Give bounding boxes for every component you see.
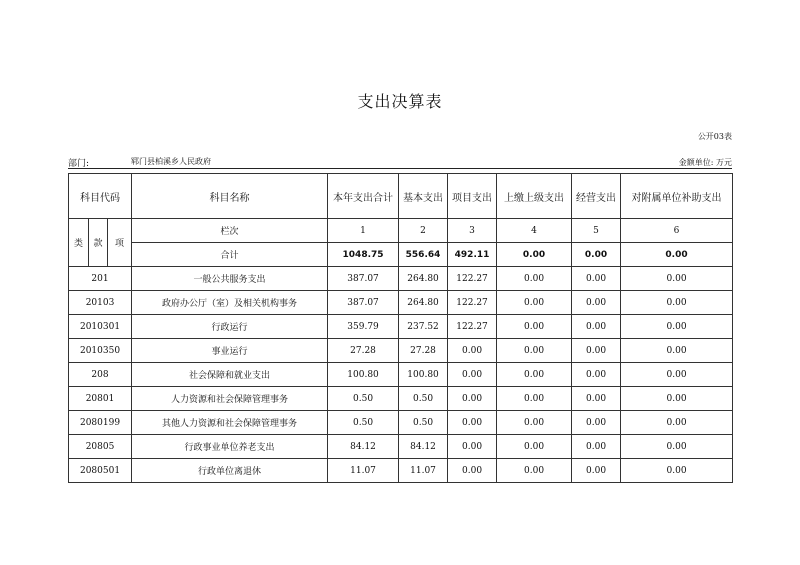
row-value: 0.00 <box>448 363 497 387</box>
row-value: 359.79 <box>328 315 399 339</box>
total-value: 0.00 <box>572 243 621 267</box>
row-value: 122.27 <box>448 267 497 291</box>
row-name: 社会保障和就业支出 <box>132 363 328 387</box>
row-code: 208 <box>69 363 132 387</box>
row-value: 0.00 <box>572 363 621 387</box>
row-value: 84.12 <box>399 435 448 459</box>
row-value: 0.00 <box>497 291 572 315</box>
row-code: 20103 <box>69 291 132 315</box>
total-label: 合计 <box>132 243 328 267</box>
row-value: 0.00 <box>572 315 621 339</box>
row-name: 行政事业单位养老支出 <box>132 435 328 459</box>
row-name: 人力资源和社会保障管理事务 <box>132 387 328 411</box>
table-row <box>69 387 733 411</box>
total-value: 0.00 <box>497 243 572 267</box>
row-value: 0.00 <box>621 291 733 315</box>
row-value: 0.00 <box>448 459 497 483</box>
row-code: 2080199 <box>69 411 132 435</box>
row-value: 0.50 <box>328 387 399 411</box>
row-value: 0.00 <box>621 387 733 411</box>
row-value: 0.00 <box>572 435 621 459</box>
header-row <box>69 174 733 219</box>
row-value: 122.27 <box>448 315 497 339</box>
row-value: 0.00 <box>621 339 733 363</box>
table-row <box>69 267 733 291</box>
row-value: 0.50 <box>399 387 448 411</box>
row-value: 0.00 <box>621 363 733 387</box>
row-code: 20805 <box>69 435 132 459</box>
lanci-col: 1 <box>328 219 399 243</box>
header-subsidy: 对附属单位补助支出 <box>621 174 733 219</box>
header-code: 科目代码 <box>69 174 132 219</box>
lanci-col: 6 <box>621 219 733 243</box>
lanci-col: 4 <box>497 219 572 243</box>
row-value: 0.00 <box>497 459 572 483</box>
row-value: 0.00 <box>448 339 497 363</box>
header-project: 项目支出 <box>448 174 497 219</box>
amount-unit: 金额单位: 万元 <box>678 158 732 167</box>
row-name: 其他人力资源和社会保障管理事务 <box>132 411 328 435</box>
row-value: 0.00 <box>572 387 621 411</box>
lanci-col: 3 <box>448 219 497 243</box>
row-name: 一般公共服务支出 <box>132 267 328 291</box>
row-value: 387.07 <box>328 291 399 315</box>
form-number: 公开03表 <box>697 132 732 141</box>
row-name: 行政单位离退休 <box>132 459 328 483</box>
table-row <box>69 339 733 363</box>
row-value: 264.80 <box>399 291 448 315</box>
row-code: 2080501 <box>69 459 132 483</box>
row-value: 0.50 <box>328 411 399 435</box>
row-value: 0.00 <box>621 411 733 435</box>
row-code: 2010350 <box>69 339 132 363</box>
header-operating: 经营支出 <box>572 174 621 219</box>
row-value: 0.00 <box>497 387 572 411</box>
row-value: 264.80 <box>399 267 448 291</box>
row-value: 0.00 <box>497 435 572 459</box>
total-row <box>69 243 733 267</box>
table-row <box>69 411 733 435</box>
row-value: 237.52 <box>399 315 448 339</box>
row-code: 201 <box>69 267 132 291</box>
row-value: 0.00 <box>572 339 621 363</box>
table-row <box>69 363 733 387</box>
total-value: 1048.75 <box>328 243 399 267</box>
total-value: 556.64 <box>399 243 448 267</box>
row-value: 11.07 <box>399 459 448 483</box>
row-value: 11.07 <box>328 459 399 483</box>
row-value: 0.00 <box>572 291 621 315</box>
table-row <box>69 435 733 459</box>
row-value: 27.28 <box>399 339 448 363</box>
expenditure-table <box>68 173 733 483</box>
row-name: 事业运行 <box>132 339 328 363</box>
header-lei: 类 <box>69 219 89 267</box>
row-value: 100.80 <box>399 363 448 387</box>
lanci-row <box>69 219 733 243</box>
row-value: 0.00 <box>497 411 572 435</box>
row-name: 行政运行 <box>132 315 328 339</box>
header-rule <box>68 168 732 169</box>
header-upper: 上缴上级支出 <box>497 174 572 219</box>
row-value: 100.80 <box>328 363 399 387</box>
lanci-col: 2 <box>399 219 448 243</box>
table-body <box>69 174 733 483</box>
lanci-label: 栏次 <box>132 219 328 243</box>
row-code: 2010301 <box>69 315 132 339</box>
total-value: 0.00 <box>621 243 733 267</box>
row-value: 0.00 <box>572 411 621 435</box>
row-value: 122.27 <box>448 291 497 315</box>
row-value: 0.00 <box>621 315 733 339</box>
row-value: 0.00 <box>448 435 497 459</box>
row-value: 0.00 <box>497 267 572 291</box>
row-value: 387.07 <box>328 267 399 291</box>
page-title: 支出决算表 <box>357 92 443 111</box>
row-value: 0.50 <box>399 411 448 435</box>
table-row <box>69 459 733 483</box>
row-value: 27.28 <box>328 339 399 363</box>
row-value: 0.00 <box>448 411 497 435</box>
row-value: 0.00 <box>497 339 572 363</box>
row-value: 0.00 <box>621 459 733 483</box>
row-value: 0.00 <box>448 387 497 411</box>
header-basic: 基本支出 <box>399 174 448 219</box>
row-value: 0.00 <box>497 315 572 339</box>
row-value: 84.12 <box>328 435 399 459</box>
row-value: 0.00 <box>497 363 572 387</box>
header-total: 本年支出合计 <box>328 174 399 219</box>
row-name: 政府办公厅（室）及相关机构事务 <box>132 291 328 315</box>
row-value: 0.00 <box>621 267 733 291</box>
header-kuan: 款 <box>89 219 108 267</box>
row-value: 0.00 <box>572 267 621 291</box>
header-xiang: 项 <box>108 219 132 267</box>
total-value: 492.11 <box>448 243 497 267</box>
row-value: 0.00 <box>572 459 621 483</box>
lanci-col: 5 <box>572 219 621 243</box>
department-name: 郓门县柏溪乡人民政府 <box>131 157 211 166</box>
department-label: 部门: <box>68 159 90 169</box>
table-row <box>69 291 733 315</box>
header-name: 科目名称 <box>132 174 328 219</box>
table-row <box>69 315 733 339</box>
row-code: 20801 <box>69 387 132 411</box>
row-value: 0.00 <box>621 435 733 459</box>
